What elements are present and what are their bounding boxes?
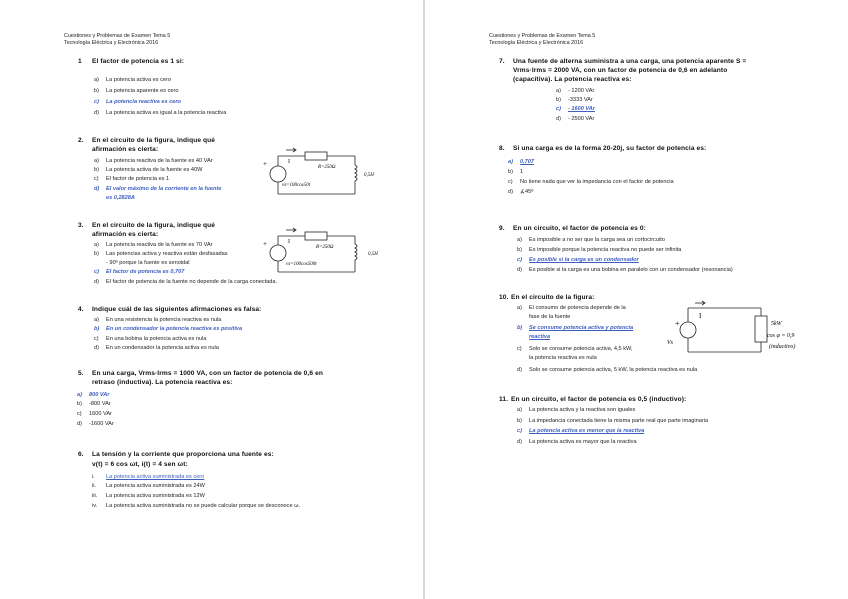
option: d) Solo se consume potencia activa, 5 kW, la potencia reactiva es nula: [517, 367, 698, 373]
inductor-label: 0,5H: [368, 252, 378, 257]
option: c) El factor de potencia es 1: [94, 176, 170, 182]
option: d) La potencia activa es igual a la potencia reactiva: [94, 110, 227, 116]
option: a) La potencia activa y la reactiva son iguales: [517, 407, 636, 413]
question-5-cont: retraso (inductiva). La potencia reactiva es:: [92, 379, 233, 386]
question-7: 7. Una fuente de alterna suministra a una carga, una potencia aparente S =: [499, 58, 747, 65]
question-3: 3. En el circuito de la figura, indique qué: [78, 222, 216, 229]
load-label: 5kW: [771, 321, 782, 327]
option: d) Es posible si la carga es una bobina en paralelo con un condensador (resonancia): [517, 267, 733, 273]
svg-text:+: +: [263, 240, 267, 248]
question-10: 10. En el circuito de la figura:: [499, 294, 595, 301]
option: a) La potencia reactiva de la fuente es 70 VAr: [94, 242, 213, 248]
correct-option: d) El valor máximo de la corriente en la fuente: [94, 186, 222, 192]
option: iii. La potencia activa suministrada es 12W: [92, 493, 205, 499]
question-4: 4. Indique cuál de las siguientes afirmaciones es falsa:: [78, 306, 262, 313]
option: b) Las potencias activa y reactiva están desfasadas: [94, 251, 228, 257]
correct-option: c) Es posible si la carga es un condensador: [517, 257, 639, 263]
current-label: I: [288, 159, 290, 165]
correct-option: i. La potencia activa suministrada es cero: [92, 474, 205, 480]
question-7-cont: Vrms·Irms = 2000 VA, con un factor de potencia de 0,6 en adelanto: [513, 67, 728, 74]
option: c) Solo se consume potencia activa, 4,5 kW,: [517, 346, 633, 352]
correct-option: b) En un condensador la potencia reactiva es positiva: [94, 326, 243, 332]
question-6-cont: v(t) = 6 cos ωt, i(t) = 4 sen ωt:: [92, 461, 188, 468]
option: b) -3333 VAr: [556, 97, 593, 103]
circuit-diagram-q2: [260, 146, 380, 202]
correct-option-cont: reactiva: [529, 334, 551, 340]
question-5: 5. En una carga, Vrms·Irms = 1000 VA, con un factor de potencia de 0,6 en: [78, 370, 323, 377]
option: d) El factor de potencia de la fuente no depende de la carga conectada.: [94, 279, 278, 285]
option: a) En una resistencia la potencia reactiva es nula: [94, 317, 222, 323]
circuit-diagram-q3: [260, 226, 380, 280]
option: d) La potencia activa es mayor que la reactiva: [517, 439, 637, 445]
svg-text:+: +: [675, 319, 680, 328]
option: a) La potencia reactiva de la fuente es 40 VAr: [94, 158, 213, 164]
option: b) La impedancia conectada tiene la misma parte real que parte imaginaria: [517, 418, 709, 424]
svg-text:+: +: [263, 160, 267, 168]
option-cont: la potencia reactiva es nula: [529, 355, 597, 361]
resistor-label: R=250Ω: [318, 165, 336, 170]
option: b) Es imposible porque la potencia reactiva no puede ser infinita: [517, 247, 682, 253]
page-header: Cuestiones y Problemas de Examen Tema 5 Tecnología Eléctrica y Electrónica 2016: [489, 33, 596, 46]
correct-option: c) La potencia activa es menor que la reactiva: [517, 428, 645, 434]
option: a) El consumo de potencia depende de la: [517, 305, 626, 311]
page-1: [0, 0, 423, 599]
option: b) 1: [508, 169, 524, 175]
option: b) La potencia activa de la fuente es 40W: [94, 167, 203, 173]
correct-option-cont: es 0,2828A: [106, 195, 135, 201]
option: c) 1600 VAr: [77, 411, 112, 417]
question-2-cont: afirmación es cierta:: [92, 146, 159, 153]
current-label: I: [288, 239, 290, 245]
question-9: 9. En un circuito, el factor de potencia es 0:: [499, 225, 646, 232]
page-header: Cuestiones y Problemas de Examen Tema 5 Tecnología Eléctrica y Electrónica 2016: [64, 33, 171, 46]
pf-label: cos φ = 0,9: [767, 333, 795, 339]
option: c) No tiene nada que ver la impedancia con el factor de potencia: [508, 179, 674, 185]
page-2: [425, 0, 848, 599]
option: a) Es imposible a no ser que la carga sea un cortocircuito: [517, 237, 665, 243]
correct-option: a) 800 VAr: [77, 392, 110, 398]
option: a) - 1200 VAr: [556, 88, 595, 94]
question-8: 8. Si una carga es de la forma 20-20j, su factor de potencia es:: [499, 145, 707, 152]
question-11: 11. En un circuito, el factor de potencia es 0,5 (inductivo):: [499, 396, 687, 403]
option-cont: - 90º porque la fuente es senoidal: [106, 260, 190, 266]
correct-option: c) El factor de potencia es 0,707: [94, 269, 185, 275]
source-label: vs=100cos500t: [286, 262, 317, 267]
option: iv. La potencia activa suministrada no se puede calcular porque se desconoce ω.: [92, 503, 301, 509]
option: d) ∡45º: [508, 189, 534, 195]
option: b) -800 VAr: [77, 401, 111, 407]
correct-option: a) 0,707: [508, 159, 534, 165]
resistor-label: R=250Ω: [316, 245, 334, 250]
option: c) En una bobina la potencia activa es nula: [94, 336, 207, 342]
circuit-diagram-q10: [653, 300, 803, 362]
question-7-cont: (capacitiva). La potencia reactiva es:: [513, 76, 632, 83]
inductor-label: 0,5H: [364, 173, 374, 178]
load-type-label: (inductivo): [769, 344, 796, 350]
option: ii. La potencia activa suministrada es 24W: [92, 483, 205, 489]
option: b) La potencia aparente es cero: [94, 88, 179, 94]
source-label: vs=100cos50t: [282, 183, 311, 188]
correct-option: c) - 1600 VAr: [556, 106, 595, 112]
question-3-cont: afirmación es cierta:: [92, 231, 159, 238]
correct-option: c) La potencia reactiva es cero: [94, 99, 181, 105]
option: a) La potencia activa es cero: [94, 77, 171, 83]
question-1: 1 El factor de potencia es 1 si:: [78, 58, 185, 65]
current-label: I: [699, 312, 702, 320]
option: d) - 2500 VAr: [556, 116, 595, 122]
option-cont: fase de la fuente: [529, 314, 571, 320]
correct-option: b) Se consume potencia activa y potencia: [517, 325, 634, 331]
question-6: 6. La tensión y la corriente que proporciona una fuente es:: [78, 451, 274, 458]
source-label: Vs: [667, 340, 673, 346]
option: d) En un condensador la potencia activa es nula: [94, 345, 219, 351]
option: d) -1600 VAr: [77, 421, 114, 427]
question-2: 2. En el circuito de la figura, indique qué: [78, 137, 216, 144]
